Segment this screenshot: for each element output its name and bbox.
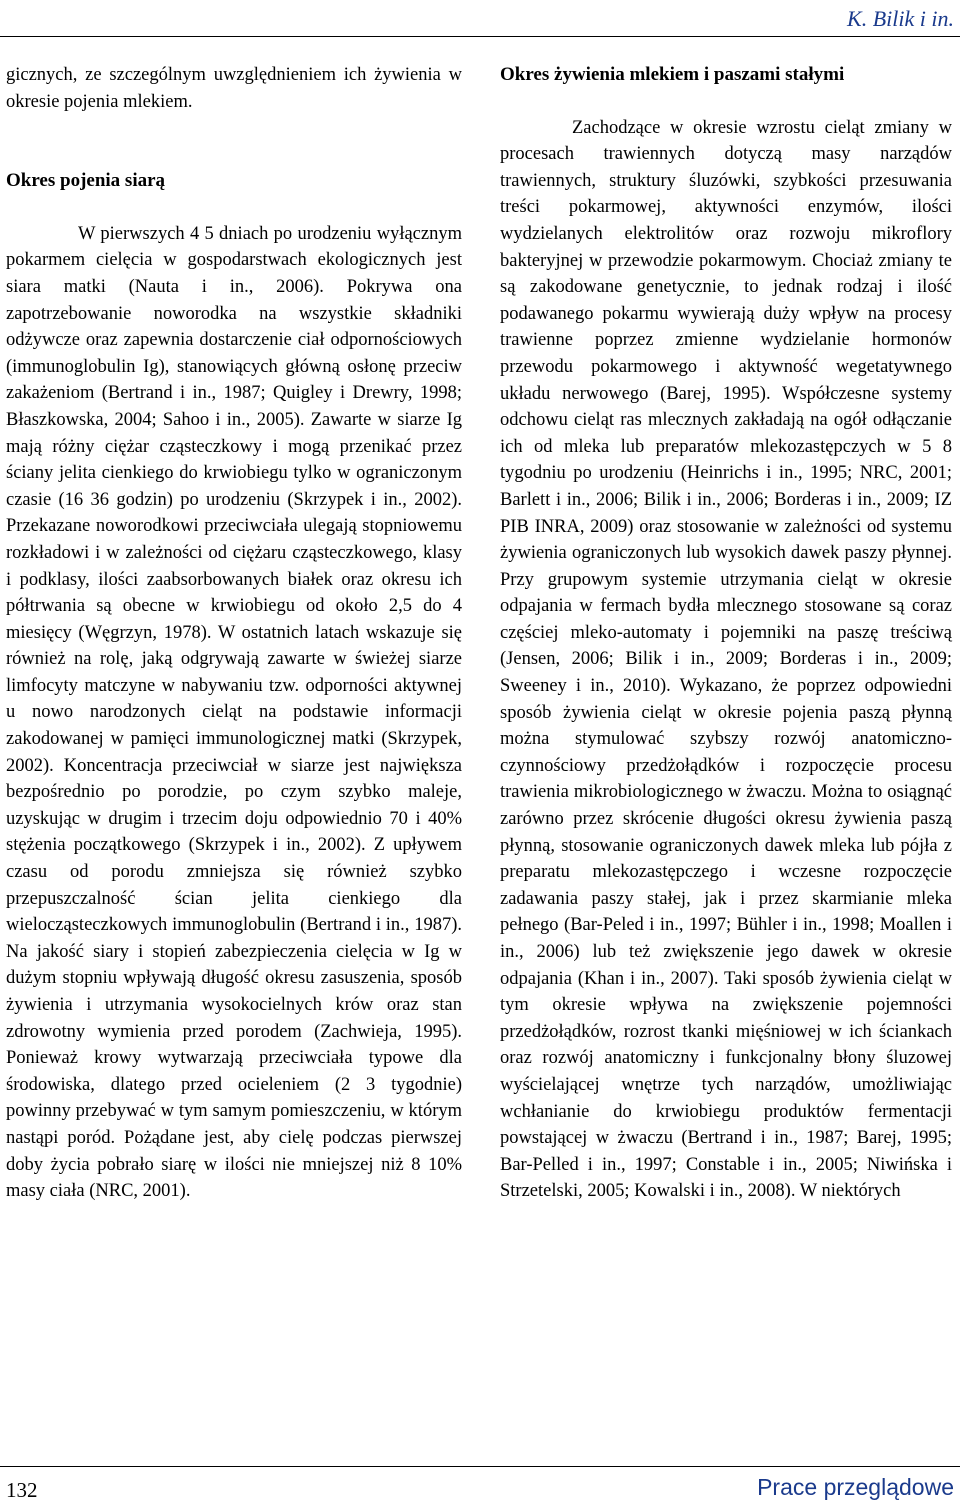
milk-feeding-paragraph: Zachodzące w okresie wzrostu cieląt zmiany w procesach trawiennych dotyczą masy narządów trawiennych, struktury śluzówki, szybkości przesuwania treści pokarmowej, aktywności enzymów, ilości wydzielanych elektrolitów oraz rozwoju mikroflory bakteryjnej w przewodzie pokarmowym. Chociaż zmiany te są zakodowane genetycznie, to jednak rodzaj i ilość podawanego pokarmu wywierają duży wpływ na procesy trawienne poprzez zmienne wydzielanie hormonów przewodu pokarmowego i aktywność wegetatywnego układu nerwowego (Barej, 1995). Współczesne systemy odchowu cieląt ras mlecznych zakładają na ogół odłączanie ich od mleka lub preparatów mlekozastępczych w 5 8 tygodniu po urodzeniu (Heinrichs i in., 1995; NRC, 2001; Barlett i in., 2006; Bilik i in., 2006; Borderas i in., 2009; IZ PIB INRA, 2009) oraz stosowanie w zależności od systemu żywienia ograniczonych lub wysokich dawek paszy płynnej. Przy grupowym systemie utrzymania cieląt w okresie odpajania w fermach bydła mlecznego stosowane są coraz częściej mleko-automaty i pojemniki na paszę treściwą (Jensen, 2006; Bilik i in., 2009; Borderas i in., 2009; Sweeney i in., 2010). Wykazano, że poprzez odpowiedni sposób żywienia cieląt w okresie pojenia paszą płynną można stymulować szybszy rozwój anatomiczno-czynnościowy przedżołądków i rozpoczęcie procesu trawienia mikrobiologicznego w żwaczu. Można to osiągnąć zarówno przez skrócenie długości okresu żywienia paszą płynną, stosowanie ograniczonych dawek mleka lub pójła z preparatu mlekozastępczego i wczesne rozpoczęcie zadawania paszy stałej, jak i przez skarmianie mleka pełnego (Bar-Peled i in., 1997; Bühler i in., 1998; Moallen i in., 2006) lub też zwiększenie jego dawek w okresie odpajania (Khan i in., 2007). Taki sposób żywienia cieląt w tym okresie wpływa na zwiększenie pojemności przedżołądków, rozrost tkanki mięśniowej w ich ściankach oraz rozwój anatomiczny i funkcjonalny błony śluzowej wyścielającej wnętrze tych narządów, umożliwiając wchłanianie do krwiobiegu produktów fermentacji powstającej w żwaczu (Bertrand i in., 1987; Barej, 1995; Bar-Pelled i in., 1997; Constable i in., 2005; Niwińska i Strzetelski, 2005; Kowalski i in., 2008). W niektórych: [500, 117, 952, 1202]
section-heading-milk-feeding: Okres żywienia mlekiem i paszami stałymi: [500, 64, 845, 85]
spacer: [6, 115, 462, 168]
section-heading-colostrum: Okres pojenia siarą: [6, 170, 166, 192]
running-head: K. Bilik i in.: [847, 6, 954, 31]
intro-paragraph: gicznych, ze szczególnym uwzględnieniem ich żywienia w okresie pojenia mlekiem.: [6, 65, 462, 112]
right-column: [500, 62, 952, 1205]
colostrum-paragraph: W pierwszych 4 5 dniach po urodzeniu wyłącznym pokarmem cielęcia w gospodarstwach ekologicznych jest siara matki (Nauta i in., 2006). Pokrywa ona zapotrzebowanie noworodka na wszystkie składniki odżywcze oraz zapewnia dostarczenie ciał odpornościowych (immunoglobulin Ig), stanowiących główną osłonę przeciw zakażeniom (Bertrand i in., 1987; Quigley i Drewry, 1998; Błaszkowska, 2004; Sahoo i in., 2005). Zawarte w siarze Ig mają różny ciężar cząsteczkowy i mogą przenikać przez ściany jelita cienkiego do krwiobiegu tylko w ograniczonym czasie (16 36 godzin) po urodzeniu (Skrzypek i in., 2002). Przekazane noworodkowi przeciwciała ulegają stopniowemu rozkładowi i w zależności od ciężaru cząsteczkowego, klasy i podklasy, ilości zaabsorbowanych białek oraz okresu ich półtrwania są obecne w krwiobiegu od około 2,5 do 4 miesięcy (Węgrzyn, 1978). W ostatnich latach wskazuje się również na rolę, jaką odgrywają zawarte w świeżej siarze limfocyty matczyne w nabywaniu tzw. odporności aktywnej u nowo narodzonych cieląt na podstawie informacji zakodowanej w pamięci immunologicznej matki (Skrzypek, 2002). Koncentracja przeciwciał w siarze jest największa bezpośrednio po porodzie, po czym szybko maleje, uzyskując w drugim i trzecim doju odpowiednio 70 i 40% stężenia początkowego (Skrzypek i in., 2002). Z upływem czasu od porodu zmniejsza się również szybko przepuszczalność ścian jelita cienkiego dla wielocząsteczkowych immunoglobulin (Bertrand i in., 1987). Na jakość siary i stopień zabezpieczenia cielęcia w Ig w dużym stopniu wpływają długość okresu zasuszenia, sposób żywienia i utrzymania wysokocielnych krów oraz stan zdrowotny wymienia przed porodem (Zachwieja, 1995). Ponieważ krowy wytwarzają przeciwciała typowe dla środowiska, dlatego przed ocieleniem (2 3 tygodnie) powinny przebywać w tym samym pomieszczeniu, w którym nastąpi poród. Pożądane jest, aby cielę podczas pierwszej doby życia pobrało siarę w ilości nie mniejszej niż 8 10% masy ciała (NRC, 2001).: [6, 223, 462, 1202]
spacer: [6, 195, 462, 221]
page-number: 132: [6, 1478, 38, 1502]
spacer: [500, 89, 952, 115]
header-rule: [0, 36, 960, 37]
left-column: [6, 62, 462, 1205]
section-label: Prace przeglądowe: [757, 1474, 954, 1500]
footer-rule: [0, 1466, 960, 1467]
